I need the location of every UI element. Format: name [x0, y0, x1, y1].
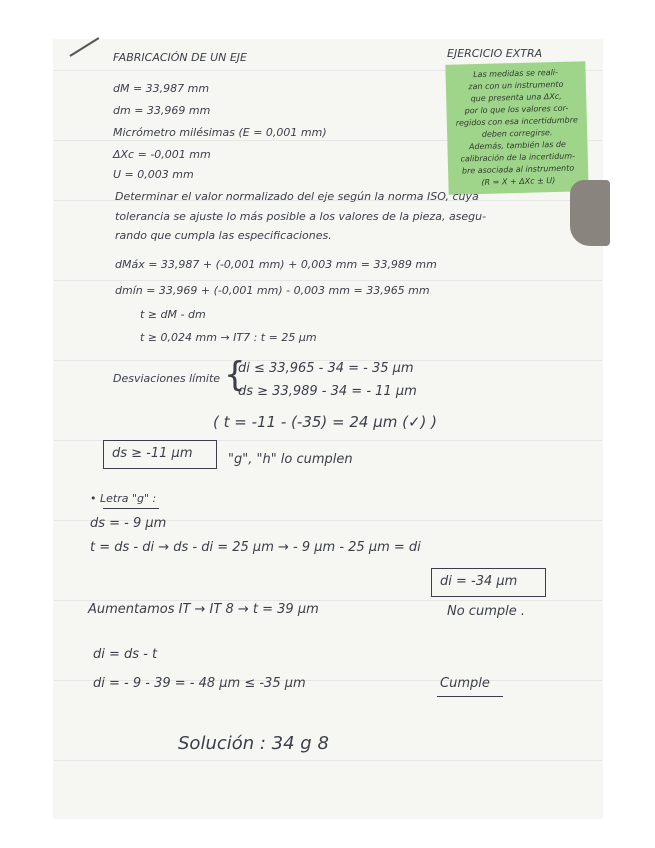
- statement-line: tolerancia se ajuste lo más posible a los valores de la pieza, asegu-: [115, 210, 487, 223]
- dmin-line: dmín = 33,969 + (-0,001 mm) - 0,003 mm = 33,965 mm: [115, 284, 430, 297]
- note-line: regidos con esa incertidumbre: [455, 115, 578, 128]
- note-line: calibración de la incertidum-: [460, 151, 576, 164]
- data-line: ΔXc = -0,001 mm: [113, 148, 211, 161]
- letter-g-heading: • Letra "g" :: [90, 492, 157, 505]
- di-formula: di = ds - t: [93, 647, 158, 662]
- exercise-label: EJERCICIO EXTRA: [447, 47, 543, 60]
- boxed-di-text: di = -34 μm: [440, 574, 518, 589]
- statement-line: Determinar el valor normalizado del eje según la norma ISO, cuya: [115, 190, 479, 203]
- brace: {: [224, 355, 246, 395]
- note-line: bre asociada al instrumento: [461, 163, 575, 176]
- thumb-shadow: [570, 180, 610, 246]
- ds-value: ds = - 9 μm: [90, 516, 167, 531]
- data-line: U = 0,003 mm: [113, 168, 194, 181]
- cumple-underline: [437, 696, 503, 697]
- statement-line: rando que cumpla las especificaciones.: [115, 229, 332, 242]
- note-line: que presenta una ΔXc,: [470, 91, 562, 104]
- solution: Solución : 34 g 8: [178, 733, 329, 754]
- heading-underline: [103, 508, 159, 509]
- boxed-ds-text: ds ≥ -11 μm: [112, 446, 193, 461]
- ds-limit: ds ≥ 33,989 - 34 = - 11 μm: [238, 384, 417, 399]
- t-value: t ≥ 0,024 mm → IT7 : t = 25 μm: [140, 331, 317, 344]
- note-line: por lo que los valores cor-: [464, 103, 569, 116]
- note-line: Las medidas se reali-: [473, 67, 559, 80]
- page-title: FABRICACIÓN DE UN EJE: [113, 51, 247, 64]
- dmax-line: dMáx = 33,987 + (-0,001 mm) + 0,003 mm = 33,989 mm: [115, 258, 437, 271]
- di-limit: di ≤ 33,965 - 34 = - 35 μm: [238, 361, 414, 376]
- increase-it: Aumentamos IT → IT 8 → t = 39 μm: [88, 602, 319, 617]
- t-definition: t ≥ dM - dm: [140, 308, 206, 321]
- note-line: (R = X + ΔXc ± U): [481, 176, 556, 187]
- no-cumple: No cumple .: [447, 604, 525, 619]
- cumple-label: Cumple: [440, 676, 490, 691]
- note-line: deben corregirse.: [481, 128, 553, 139]
- di-calc: di = - 9 - 39 = - 48 μm ≤ -35 μm: [93, 676, 306, 691]
- note-line: zan con un instrumento: [468, 79, 564, 92]
- t-relation: t = ds - di → ds - di = 25 μm → - 9 μm - 25 μm = di: [90, 540, 421, 555]
- sticky-note: [445, 61, 588, 195]
- letters-ok: "g", "h" lo cumplen: [228, 452, 353, 467]
- deviations-label: Desviaciones límite: [113, 372, 221, 385]
- data-line: dM = 33,987 mm: [113, 82, 210, 95]
- data-line: Micrómetro milésimas (E = 0,001 mm): [113, 126, 327, 139]
- note-line: Además, también las de: [468, 139, 567, 152]
- tolerance-check: ( t = -11 - (-35) = 24 μm (✓) ): [213, 413, 438, 431]
- data-line: dm = 33,969 mm: [113, 104, 211, 117]
